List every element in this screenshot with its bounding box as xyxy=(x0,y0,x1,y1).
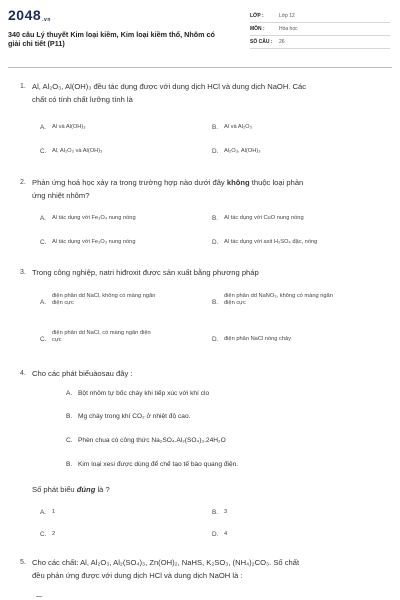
option-d[interactable] xyxy=(212,531,227,538)
option-letter: A. xyxy=(40,124,47,131)
question-emphasis: không xyxy=(226,178,250,187)
prompt-start: Số phát biểu xyxy=(32,485,75,494)
option-c[interactable] xyxy=(40,239,136,246)
statement-a xyxy=(66,390,209,397)
option-line: điện cực xyxy=(224,300,246,306)
option-text: Al, Al₂O₃ và Al(OH)₃ xyxy=(52,148,103,154)
question-text xyxy=(32,176,382,202)
option-text: Al và Al(OH)₃ xyxy=(52,124,86,130)
option-text: Al và Al₂O₃ xyxy=(224,124,252,130)
option-text: Al tác dụng với Fe₃O₄ nung nóng xyxy=(52,215,136,221)
site-logo[interactable] xyxy=(8,7,51,23)
question-4-prompt xyxy=(20,483,382,496)
option-letter: B. xyxy=(212,509,219,516)
option-c[interactable] xyxy=(40,531,55,538)
option-letter: A. xyxy=(40,299,47,306)
logo-suffix: .vn xyxy=(42,17,51,23)
option-text: Al tác dụng với Fe₂O₃ nung nóng xyxy=(52,239,136,245)
question-3 xyxy=(20,266,382,279)
statement-letter: B. xyxy=(66,413,73,420)
option-b[interactable] xyxy=(212,124,252,131)
option-c[interactable] xyxy=(40,148,102,155)
option-c[interactable] xyxy=(40,330,151,344)
statement-c xyxy=(66,437,226,444)
question-line: Cho các phát biểuàosau đây : xyxy=(32,369,133,378)
option-line: cực xyxy=(52,337,62,343)
question-5 xyxy=(20,556,382,582)
question-text xyxy=(32,367,382,380)
meta-key: LỚP : xyxy=(250,12,264,19)
option-letter: C. xyxy=(40,531,47,538)
document-title: 340 câu Lý thuyết Kim loại kiềm, Kim loại kiềm thổ, Nhôm có giải chi tiết (P11) xyxy=(8,30,215,48)
question-2 xyxy=(20,176,382,202)
option-text xyxy=(224,293,333,307)
question-line-tail: thuộc loại phản xyxy=(251,178,304,187)
option-text: Al₂O₃, Al(OH)₃ xyxy=(224,148,261,154)
question-number: 4. xyxy=(20,370,26,377)
statement-b xyxy=(66,413,190,420)
option-text: 1 xyxy=(52,509,56,515)
meta-key: SỐ CÂU : xyxy=(250,38,273,45)
meta-value: Lớp 12 xyxy=(279,12,295,19)
option-a[interactable] xyxy=(40,293,155,307)
option-line: điện phân dd NaNO₃, không có màng ngăn xyxy=(224,293,333,299)
meta-value: Hóa học xyxy=(279,25,298,32)
option-letter: D. xyxy=(212,148,219,155)
question-line: Cho các chất: Al, Al₂O₃, Al₂(SO₄)₃, Zn(OH)₂, NaHS, K₂SO₃, (NH₄)₂CO₃. Số chất xyxy=(32,558,300,567)
question-line: Trong công nghiệp, natri hiđroxit được sản xuất bằng phương pháp xyxy=(32,268,259,277)
question-text xyxy=(32,556,382,582)
prompt-text xyxy=(32,483,382,496)
question-line: chất có tính chất lưỡng tính là xyxy=(32,95,133,104)
option-d[interactable] xyxy=(212,239,317,246)
option-letter: B. xyxy=(212,215,219,222)
header-divider xyxy=(8,67,392,68)
option-letter: C. xyxy=(40,148,47,155)
question-number: 5. xyxy=(20,559,26,566)
statement-letter: A. xyxy=(66,390,73,397)
meta-row-class xyxy=(250,10,390,23)
option-a[interactable] xyxy=(40,509,55,516)
statement-letter: B. xyxy=(66,461,73,468)
question-line: ứng nhiệt nhôm? xyxy=(32,191,90,200)
prompt-emphasis: đúng xyxy=(76,485,96,494)
option-letter: B. xyxy=(212,299,219,306)
question-1 xyxy=(20,80,382,106)
statement-d xyxy=(66,461,238,468)
document-header xyxy=(0,0,400,62)
question-line-start: Phản ứng hoá học xảy ra trong trường hợp nào dưới đây xyxy=(32,178,225,187)
option-line: điện phân dd NaCl, có màng ngăn điện xyxy=(52,330,151,336)
option-text: điện phân NaCl nóng chảy xyxy=(224,336,292,342)
question-line: đều phản ứng được với dung dịch HCl và dung dịch NaOH là : xyxy=(32,571,243,580)
option-text: Al tác dụng với CuO nung nóng xyxy=(224,215,304,221)
option-a[interactable] xyxy=(40,215,136,222)
option-line: điện phân dd NaCl, không có màng ngăn xyxy=(52,293,156,299)
question-text xyxy=(32,80,382,106)
option-letter: D. xyxy=(212,336,219,343)
meta-row-subject xyxy=(250,23,390,36)
statement-text: Phèn chua có công thức Na₂SO₄.Al₂(SO₄)₃.24H₂O xyxy=(78,437,226,444)
option-b[interactable] xyxy=(212,509,227,516)
question-number: 1. xyxy=(20,83,26,90)
option-letter: C. xyxy=(40,239,47,246)
option-letter: A. xyxy=(40,215,47,222)
option-text: 4 xyxy=(224,531,228,537)
option-text xyxy=(52,330,151,344)
question-text xyxy=(32,266,382,279)
option-d[interactable] xyxy=(212,148,261,155)
statement-text: Kim loại xesi được dùng để chế tạo tế bào quang điện. xyxy=(78,461,239,468)
question-line: Al, Al₂O₃, Al(OH)₃ đều tác dụng được với dung dịch HCl và dung dịch NaOH. Các xyxy=(32,82,307,91)
document-meta xyxy=(250,10,390,49)
option-letter: B. xyxy=(212,124,219,131)
question-number: 2. xyxy=(20,179,26,186)
option-b[interactable] xyxy=(212,215,304,222)
option-line: điện cực xyxy=(52,300,74,306)
meta-value: 26 xyxy=(279,38,285,45)
option-d[interactable] xyxy=(212,336,291,343)
option-a[interactable] xyxy=(40,124,86,131)
option-letter: C. xyxy=(40,336,47,343)
option-letter: D. xyxy=(212,239,219,246)
statement-text: Mg cháy trong khí CO₂ ở nhiệt độ cao. xyxy=(78,413,191,420)
logo-text: 2048 xyxy=(8,7,42,23)
option-text: 3 xyxy=(224,509,228,515)
question-number: 3. xyxy=(20,269,26,276)
option-text xyxy=(52,293,155,307)
option-letter: A. xyxy=(40,509,47,516)
option-letter: D. xyxy=(212,531,219,538)
option-text: Al tác dụng với axit H₂SO₄ đặc, nóng xyxy=(224,239,318,245)
statement-letter: C. xyxy=(66,437,73,444)
question-4 xyxy=(20,367,382,380)
cutoff-marker xyxy=(36,596,42,600)
option-text: 2 xyxy=(52,531,56,537)
prompt-end: là ? xyxy=(97,485,110,494)
option-b[interactable] xyxy=(212,293,333,307)
question-line xyxy=(32,176,382,189)
meta-key: MÔN : xyxy=(250,25,265,32)
statement-text: Bột nhôm tự bốc cháy khi tiếp xúc với khí clo xyxy=(78,390,210,397)
meta-row-count xyxy=(250,36,390,49)
